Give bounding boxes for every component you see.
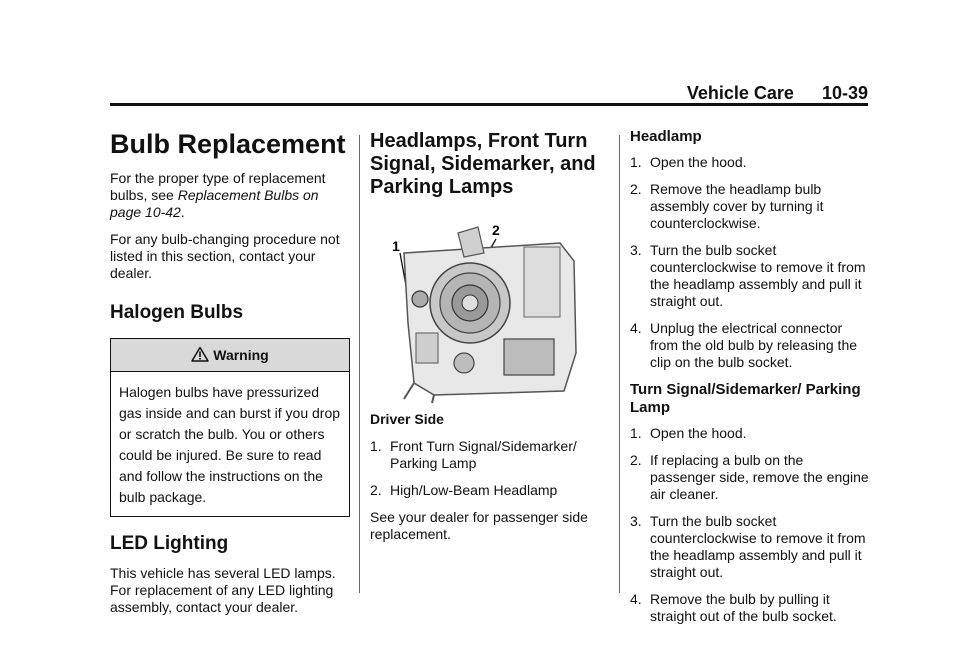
list-item: 1. Open the hood. [630,154,747,170]
turn-signal-steps [630,425,870,625]
page-number: 10-39 [821,83,868,103]
callout-1: 1 [392,238,400,254]
warning-label: Warning [213,347,269,363]
dealer-paragraph: For any bulb-changing procedure not listed in this section, contact your dealer. [110,231,340,281]
column-divider-1 [359,135,360,593]
list-item: 4. Remove the bulb by pulling it straight out of the bulb socket. [630,591,837,624]
list-item: 1. Open the hood. [630,425,747,441]
halogen-bulbs-heading: Halogen Bulbs [110,302,244,323]
warning-header [111,339,349,372]
callout-2: 2 [492,222,500,238]
passenger-side-note: See your dealer for passenger side replacement. [370,509,588,542]
led-lighting-heading: LED Lighting [110,533,229,554]
headlamps-heading: Headlamps, Front Turn Signal, Sidemarker, and Parking Lamps [370,130,596,198]
warning-triangle-icon [191,346,209,362]
figure-caption: Driver Side [370,411,444,427]
headlamp-subheading: Headlamp [630,128,702,145]
list-item: 2. Remove the headlamp bulb assembly cover by turning it counterclockwise. [630,181,824,231]
warning-box [110,338,350,517]
bulb-types-paragraph: For the proper type of replacement bulbs, see Replacement Bulbs on page 10-42. [110,170,326,220]
column-3 [630,126,870,635]
list-item: 2. High/Low-Beam Headlamp [370,482,558,498]
headlamp-diagram [374,213,594,403]
bulb-replacement-heading: Bulb Replacement [110,129,346,159]
column-divider-2 [619,135,620,593]
page-header [110,83,868,104]
callout-list [370,438,605,499]
turn-signal-subheading: Turn Signal/Sidemarker/ Parking Lamp [630,381,861,416]
list-item: 4. Unplug the electrical connector from the old bulb by releasing the clip on the bulb socket. [630,320,858,370]
list-item: 1. Front Turn Signal/Sidemarker/ Parking Lamp [370,438,577,471]
headlamp-steps [630,154,870,371]
list-item: 3. Turn the bulb socket counterclockwise to remove it from the headlamp assembly and pull it straight out. [630,242,866,309]
header-rule [110,103,868,106]
column-2 [370,126,605,553]
list-item: 2. If replacing a bulb on the passenger side, remove the engine air cleaner. [630,452,869,502]
column-1 [110,126,350,626]
list-item: 3. Turn the bulb socket counterclockwise to remove it from the headlamp assembly and pull it straight out. [630,513,866,580]
headlamp-illustration [374,213,594,403]
bulb-reference-link[interactable]: Replacement Bulbs on page 10-42 [110,187,319,220]
warning-text: Halogen bulbs have pressurized gas inside and can burst if you drop or scratch the bulb. You or others could be injured. Be sure to read and follow the instructions on the bulb package. [119,384,341,505]
section-title: Vehicle Care [686,83,794,103]
led-paragraph: This vehicle has several LED lamps. For replacement of any LED lighting assembly, contact your dealer. [110,565,336,615]
